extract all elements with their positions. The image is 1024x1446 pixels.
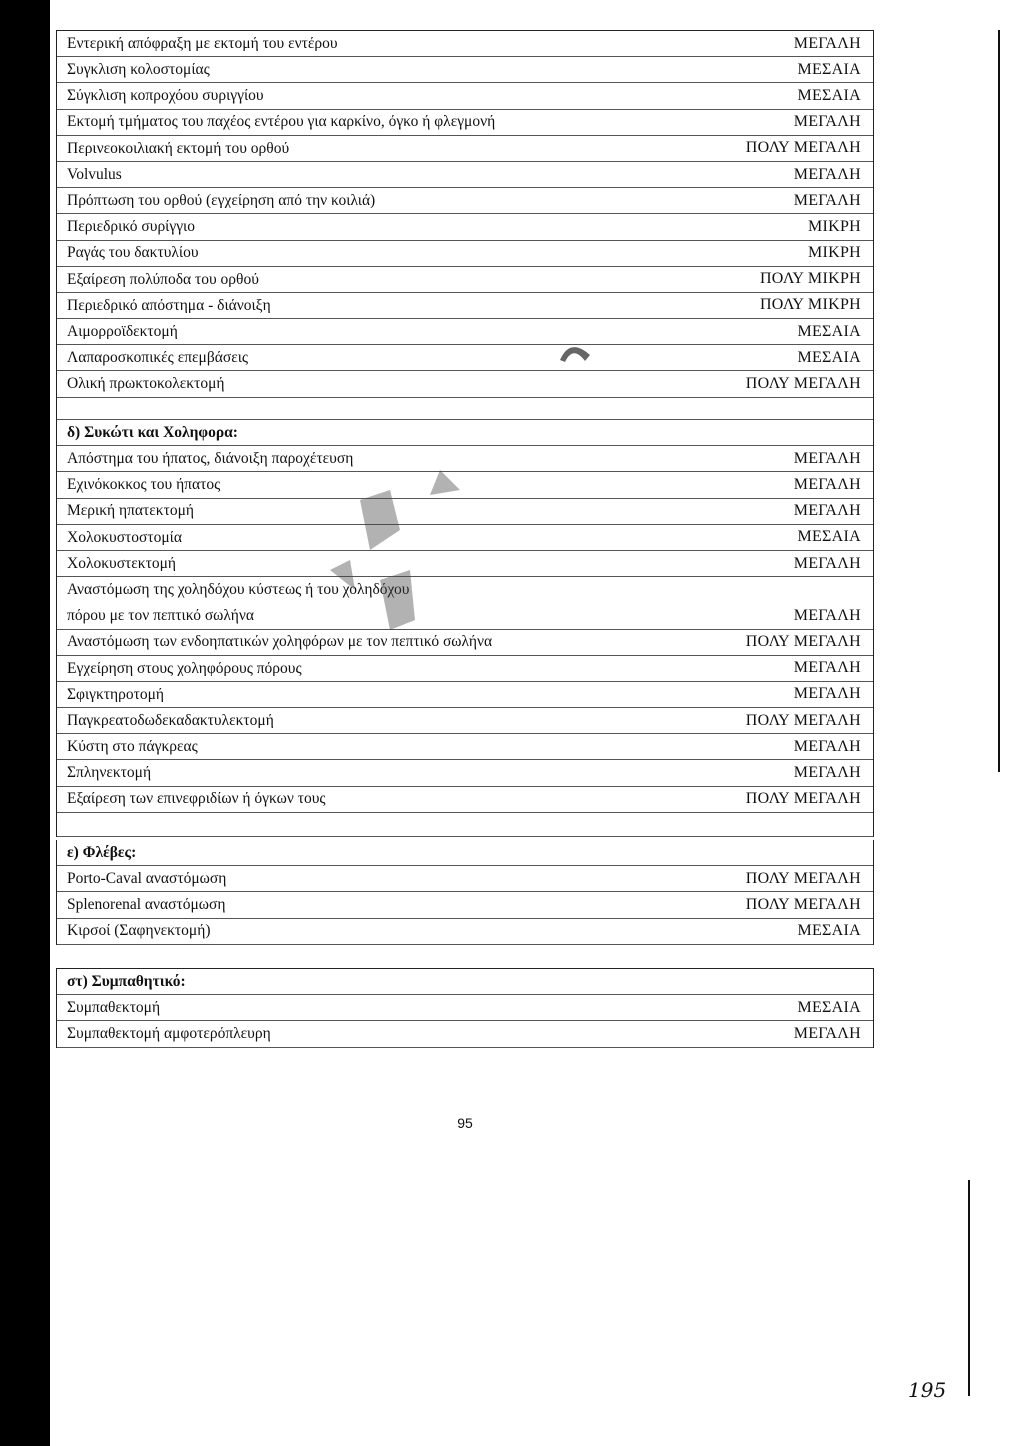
procedure-grade: ΠΟΛΥ ΜΙΚΡΗ [759, 270, 861, 288]
table-row [57, 919, 873, 945]
procedure-name: Κιρσοί (Σαφηνεκτομή) [67, 923, 211, 939]
procedure-grade: ΜΕΣΑΙΑ [797, 998, 861, 1016]
procedure-name: Συγκλιση κολοστομίας [67, 62, 210, 78]
procedure-grade: ΠΟΛΥ ΜΕΓΑΛΗ [745, 711, 861, 729]
procedure-name: Κύστη στο πάγκρεας [67, 739, 198, 755]
procedure-name: Εξαίρεση των επινεφριδίων ή όγκων τους [67, 791, 326, 807]
procedure-grade: ΠΟΛΥ ΜΕΓΑΛΗ [745, 139, 861, 157]
procedure-grade: ΠΟΛΥ ΜΕΓΑΛΗ [745, 895, 861, 913]
procedure-name: Περιεδρικό απόστημα - διάνοιξη [67, 297, 271, 314]
procedure-name: Volvulus [67, 166, 122, 183]
procedure-grade: ΜΕΓΑΛΗ [793, 475, 861, 493]
procedure-grade: ΜΙΚΡΗ [807, 244, 861, 262]
procedure-grade: ΜΕΓΑΛΗ [793, 113, 861, 131]
table-row [57, 866, 873, 892]
table-row [57, 267, 873, 293]
procedure-name: Εγχείρηση στους χοληφόρους πόρους [67, 660, 302, 677]
table-row [57, 1021, 873, 1047]
procedure-name-line1: Αναστόμωση της χοληδόχου κύστεως ή του χοληδόχου [67, 582, 410, 598]
table-row [57, 892, 873, 918]
procedure-name: Απόστημα του ήπατος, διάνοιξη παροχέτευση [67, 451, 354, 467]
procedure-grade: ΜΕΓΑΛΗ [793, 502, 861, 520]
table-row [57, 446, 873, 472]
scan-right-margin [962, 0, 1024, 1446]
procedure-name: Σύγκλιση κοπροχόου συριγγίου [67, 88, 264, 104]
procedure-grade: ΠΟΛΥ ΜΕΓΑΛΗ [745, 790, 861, 808]
scan-right-rule-lower [968, 1180, 970, 1396]
section-title-veins: ε) Φλέβες: [57, 840, 873, 866]
procedure-grade: ΜΕΓΑΛΗ [793, 191, 861, 209]
procedure-grade: ΠΟΛΥ ΜΕΓΑΛΗ [745, 869, 861, 887]
table-row [57, 57, 873, 83]
procedure-grade: ΜΕΓΑΛΗ [793, 606, 861, 624]
table-row [57, 241, 873, 267]
procedure-grade: ΜΕΓΑΛΗ [793, 737, 861, 755]
scan-right-rule [998, 30, 1000, 772]
table-row [57, 214, 873, 240]
section-title-liver: δ) Συκώτι και Χοληφορα: [57, 420, 873, 446]
procedure-grade: ΜΕΓΑΛΗ [793, 165, 861, 183]
table-top-section [56, 30, 874, 420]
scan-smudge [320, 470, 470, 640]
table-row [57, 319, 873, 345]
table-row [57, 682, 873, 708]
procedure-name: Χολοκυστοστομία [67, 529, 182, 546]
handwritten-page-number: 195 [908, 1378, 947, 1402]
procedure-name: Λαπαροσκοπικές επεμβάσεις [67, 350, 249, 366]
table-row [57, 995, 873, 1021]
table-gap-row [57, 813, 873, 837]
table-row [57, 162, 873, 188]
table-veins-section [56, 840, 874, 945]
procedure-grade: ΜΕΣΑΙΑ [797, 322, 861, 340]
table-row [57, 656, 873, 682]
table-row [57, 345, 873, 371]
procedure-name: Εχινόκοκκος του ήπατος [67, 477, 221, 493]
procedure-name: Εντερική απόφραξη με εκτομή του εντέρου [67, 35, 338, 52]
table-row [57, 188, 873, 214]
procedure-grade: ΜΕΓΑΛΗ [793, 1024, 861, 1042]
procedure-name: Εκτομή τμήματος του παχέος εντέρου για καρκίνο, όγκο ή φλεγμονή [67, 114, 496, 130]
procedure-name: Porto-Caval αναστόμωση [67, 871, 227, 887]
procedure-name: Πρόπτωση του ορθού (εγχείρηση από την κοιλιά) [67, 192, 376, 209]
procedure-grade: ΜΕΓΑΛΗ [793, 554, 861, 572]
scan-smudge [555, 335, 595, 365]
procedure-name: Εξαίρεση πολύποδα του ορθού [67, 271, 259, 288]
procedure-grade: ΜΕΣΑΙΑ [797, 60, 861, 78]
procedure-grade: ΜΕΓΑΛΗ [793, 449, 861, 467]
procedure-name: Περινεοκοιλιακή εκτομή του ορθού [67, 140, 290, 157]
table-row [57, 31, 873, 57]
page-number: 95 [457, 1115, 473, 1131]
procedure-name: Περιεδρικό συρίγγιο [67, 219, 195, 235]
procedure-grade: ΜΕΣΑΙΑ [797, 922, 861, 940]
procedure-name: Σπληνεκτομή [67, 765, 152, 781]
procedure-grade: ΠΟΛΥ ΜΕΓΑΛΗ [745, 633, 861, 651]
table-row [57, 734, 873, 760]
table-row [57, 293, 873, 319]
procedure-name: Παγκρεατοδωδεκαδακτυλεκτομή [67, 712, 274, 729]
procedure-grade: ΜΕΓΑΛΗ [793, 764, 861, 782]
procedure-grade: ΜΙΚΡΗ [807, 217, 861, 235]
procedure-name-line2: πόρου με τον πεπτικό σωλήνα [67, 608, 254, 624]
procedure-name: Ολική πρωκτοκολεκτομή [67, 376, 225, 392]
table-row [57, 760, 873, 786]
procedure-name: Μερική ηπατεκτομή [67, 503, 194, 519]
table-row [57, 787, 873, 813]
table-row [57, 136, 873, 162]
table-row [57, 371, 873, 397]
procedure-name: Ραγάς του δακτυλίου [67, 245, 199, 261]
table-gap-row [57, 398, 873, 420]
procedure-name: Αιμορροϊδεκτομή [67, 323, 178, 340]
procedure-grade: ΠΟΛΥ ΜΕΓΑΛΗ [745, 375, 861, 393]
procedure-grade: ΠΟΛΥ ΜΙΚΡΗ [759, 296, 861, 314]
procedure-name: Συμπαθεκτομή [67, 1000, 161, 1016]
table-sympathetic-section [56, 968, 874, 1048]
procedure-grade: ΜΕΣΑΙΑ [797, 528, 861, 546]
scan-left-border [0, 0, 50, 1446]
procedure-grade: ΜΕΓΑΛΗ [793, 685, 861, 703]
procedure-name: Χολοκυστεκτομή [67, 555, 176, 572]
procedure-name: Splenorenal αναστόμωση [67, 897, 226, 913]
procedure-name: Αναστόμωση των ενδοηπατικών χοληφόρων με τον πεπτικό σωλήνα [67, 634, 493, 650]
table-row [57, 708, 873, 734]
table-row [57, 110, 873, 136]
table-row [57, 83, 873, 109]
procedure-grade: ΜΕΣΑΙΑ [797, 86, 861, 104]
procedure-grade: ΜΕΓΑΛΗ [793, 659, 861, 677]
procedure-grade: ΜΕΣΑΙΑ [797, 348, 861, 366]
section-title-sympathetic: στ) Συμπαθητικό: [57, 969, 873, 995]
procedure-name: Συμπαθεκτομή αμφοτερόπλευρη [67, 1026, 271, 1042]
procedure-name: Σφιγκτηροτομή [67, 686, 165, 703]
procedure-grade: ΜΕΓΑΛΗ [793, 34, 861, 52]
